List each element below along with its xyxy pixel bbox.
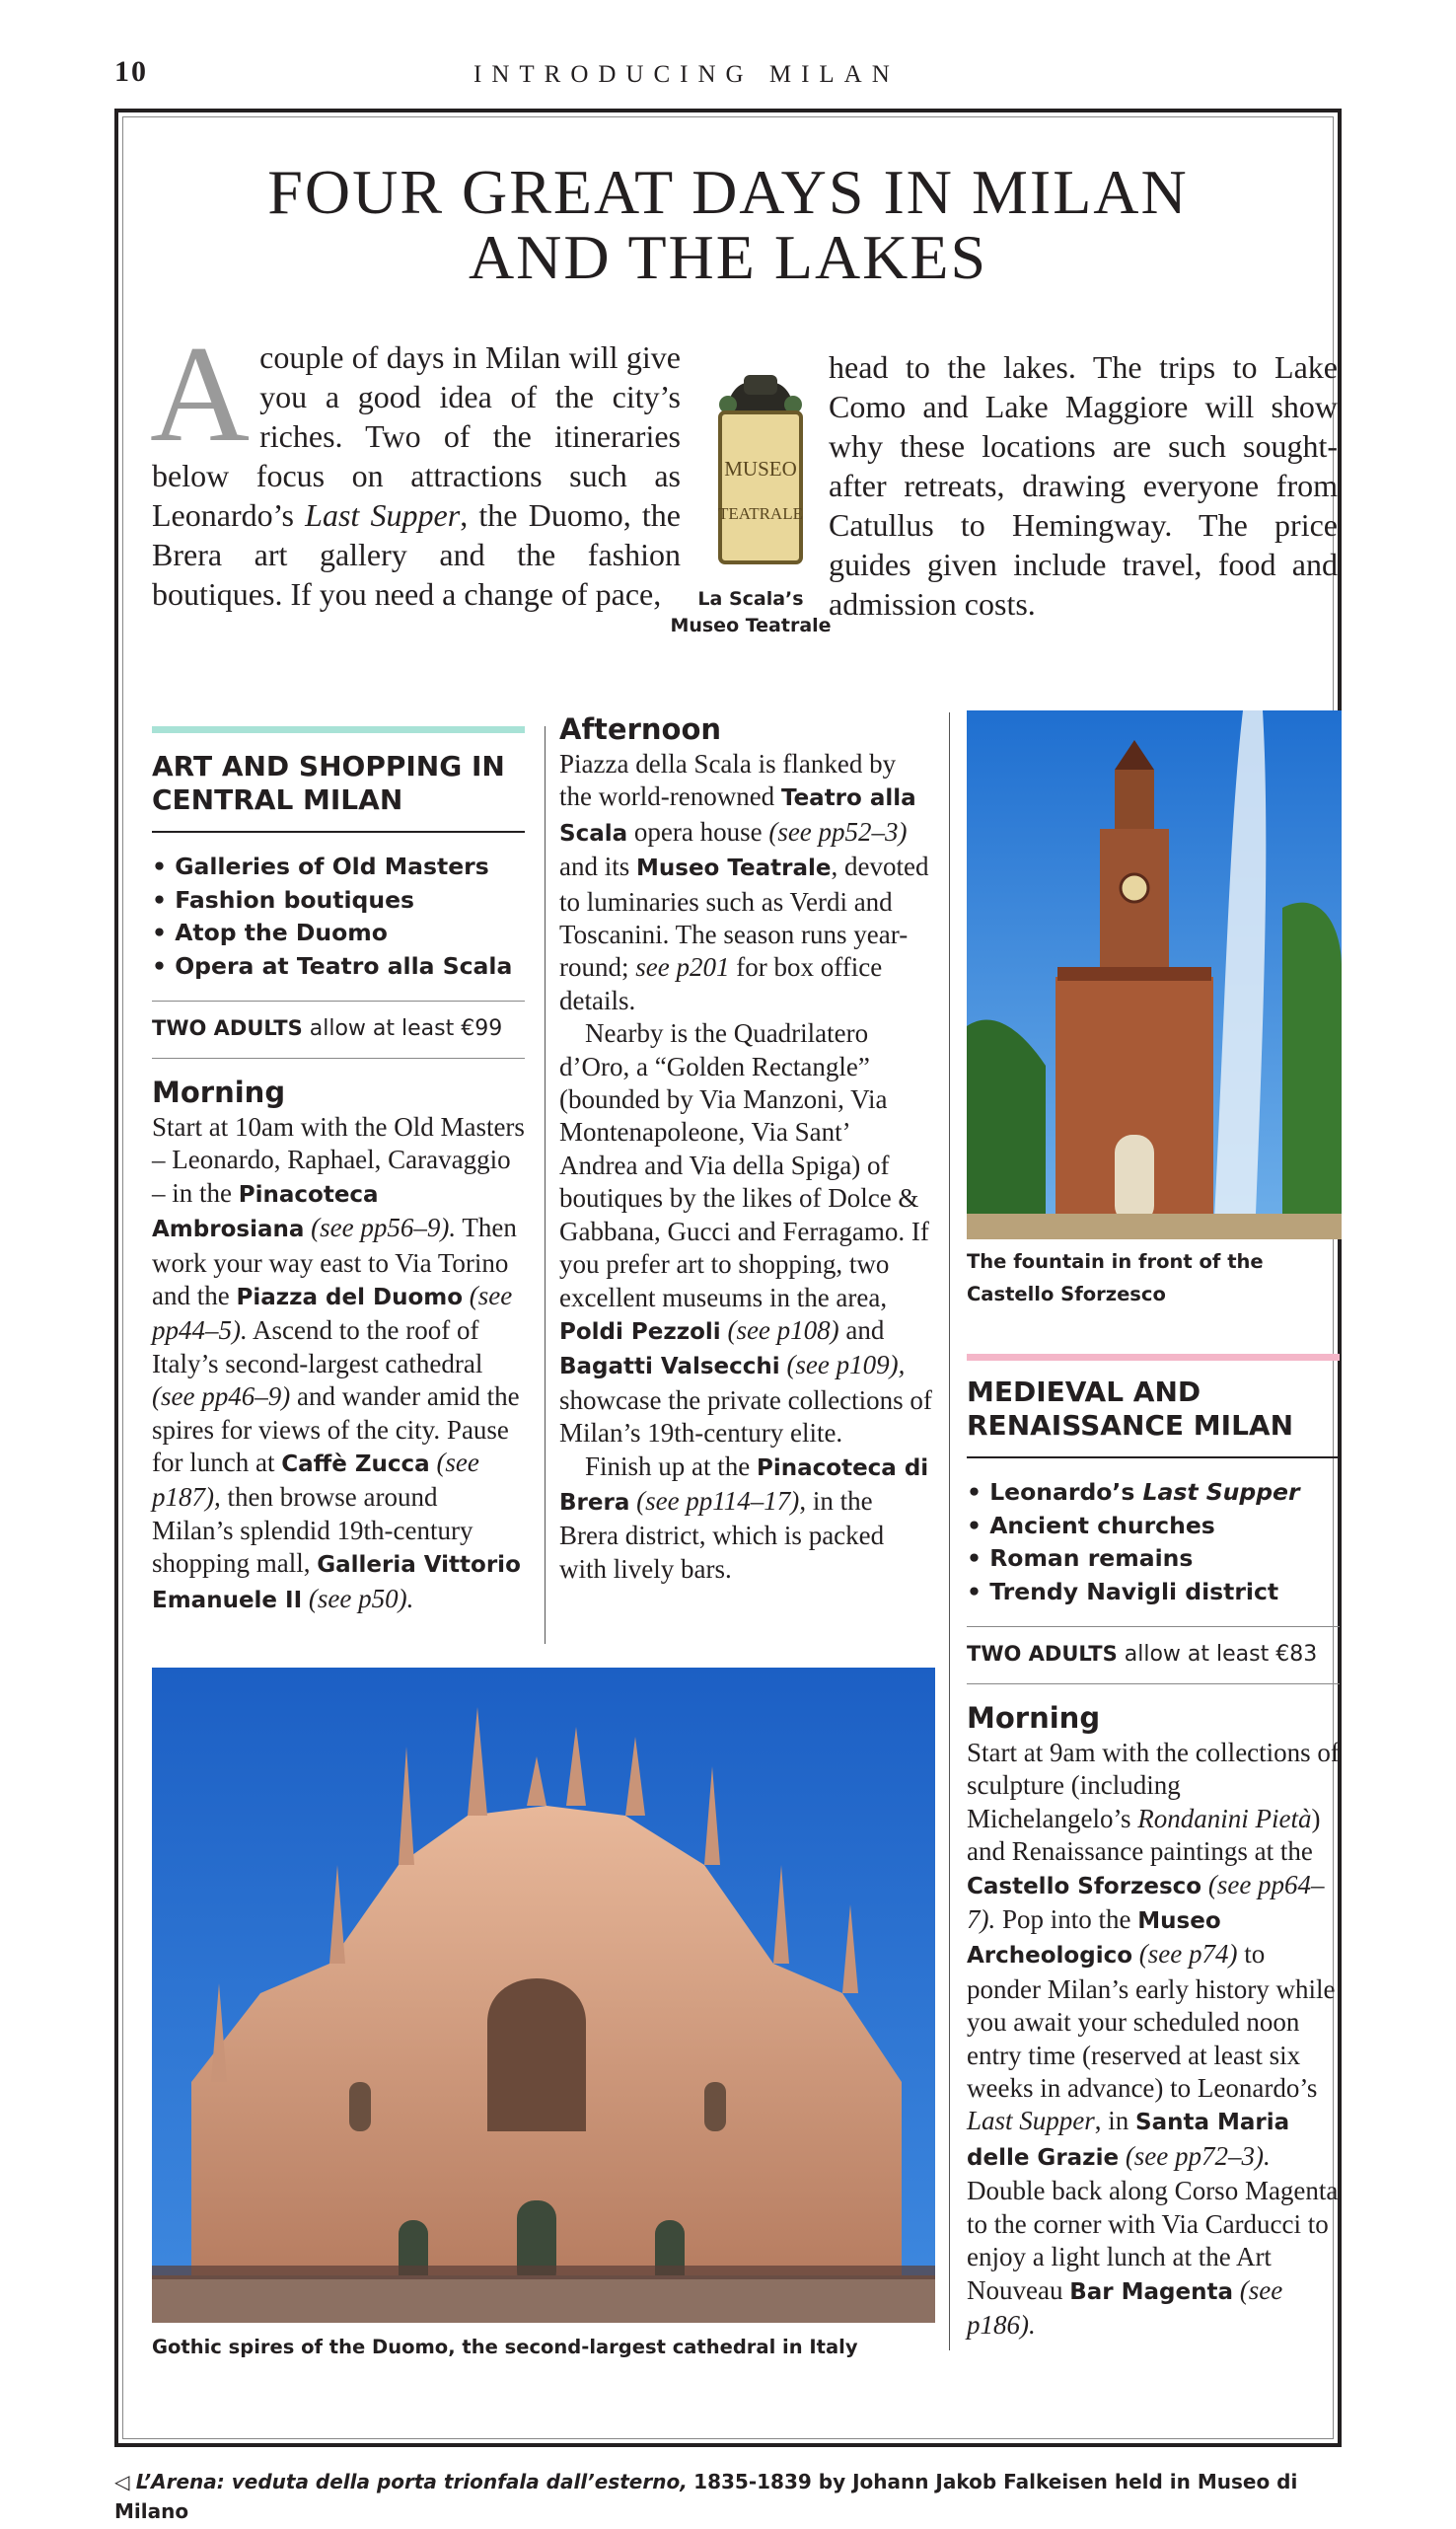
column-divider [545, 726, 546, 1644]
castle-caption-line-1: The fountain in front of the [967, 1250, 1264, 1273]
itinerary-1-cost [152, 1016, 527, 1041]
duomo-photo [152, 1668, 935, 2323]
sign-line-1: MUSEO [724, 457, 797, 481]
list-item: • Ancient churches [967, 1510, 1342, 1543]
accent-bar-pink [967, 1354, 1340, 1361]
footer-credit [114, 2467, 1342, 2526]
itinerary-1-morning-heading: Morning [152, 1076, 286, 1109]
museo-teatrale-sign-image [706, 365, 815, 574]
divider [967, 1683, 1340, 1684]
itinerary-2-morning-text: Start at 9am with the collections of sculpture (including Michelangelo’s Rondanini Pietà) and Renaissance paintings at the Castello Sforzesco (see pp64–7). Pop into the Museo Archeologico (see p74) to ponder Milan’s early history while you await your scheduled noon entry time (reserved at least six weeks in advance) to Leonardo’s Last Supper, in Santa Maria delle Grazie (see pp72–3). Double back along Corso Magenta to the corner with Via Carducci to enjoy a light lunch at the Art Nouveau Bar Magenta (see p186). [967, 1738, 1340, 2340]
list-item: • Fashion boutiques [152, 884, 527, 918]
list-item: • Galleries of Old Masters [152, 851, 527, 884]
cost-label: TWO ADULTS [967, 1642, 1118, 1666]
accent-bar-teal [152, 726, 525, 733]
list-item: • Trendy Navigli district [967, 1576, 1342, 1609]
intro-left-column [150, 318, 682, 614]
column-divider [949, 712, 950, 2350]
back-arrow-icon[interactable]: ◁ [114, 2470, 130, 2493]
cost-label: TWO ADULTS [152, 1016, 303, 1040]
list-item: • Opera at Teatro alla Scala [152, 950, 527, 984]
intro-right-column [829, 347, 1338, 624]
castle-caption [967, 1245, 1322, 1310]
itinerary-2-cost [967, 1642, 1342, 1667]
castle-caption-line-2: Castello Sforzesco [967, 1283, 1166, 1305]
intro-left-text-2: , the Duomo, the Brera art gallery and the fashion boutiques. If you need a change of pace, [152, 497, 682, 612]
divider [967, 1626, 1340, 1627]
itinerary-2-heading [967, 1376, 1342, 1443]
page-number: 10 [114, 55, 148, 88]
cost-text: allow at least €83 [1124, 1642, 1318, 1667]
page-title [122, 157, 1334, 292]
intro-right-text: head to the lakes. The trips to Lake Como and Lake Maggiore will show why these locations are such sought-after retreats, drawing everyone from Catullus to Hemingway. The price guides given include travel, food and admission costs. [829, 349, 1338, 622]
list-item: • Atop the Duomo [152, 917, 527, 950]
sign-line-2: TEATRALE [718, 504, 803, 523]
title-line-1: FOUR GREAT DAYS IN MILAN [267, 157, 1189, 227]
museo-caption-line-1: La Scala’s [697, 588, 804, 610]
itinerary-1-heading [152, 750, 527, 817]
section-title: INTRODUCING MILAN [473, 61, 900, 88]
divider [967, 1456, 1340, 1458]
itinerary-2-morning-heading: Morning [967, 1701, 1101, 1735]
itinerary-1-heading-line-1: ART AND SHOPPING IN [152, 750, 505, 782]
list-item: • Leonardo’s Last Supper [967, 1476, 1342, 1510]
itinerary-1-highlights [152, 851, 527, 983]
divider [152, 1001, 525, 1002]
itinerary-2-heading-line-1: MEDIEVAL AND [967, 1376, 1201, 1408]
intro-left-text: couple of days in Milan will give you a good idea of the city’s riches. Two of the itineraries below focus on attractions such as Leonardo’s [152, 339, 681, 533]
footer-credit-text: 1835-1839 by Johann Jakob Falkeisen held in Museo di Milano [114, 2470, 1298, 2523]
intro-left-italic: Last Supper [305, 497, 461, 533]
castello-sforzesco-photo [967, 710, 1342, 1239]
divider [152, 1058, 525, 1059]
itinerary-1-afternoon-text: Piazza della Scala is flanked by the world-renowned Teatro alla Scala opera house (see pp52–3) and its Museo Teatrale, devoted to luminaries such as Verdi and Toscanini. The season runs year-round; see p201 for box office details. Nearby is the Quadrilatero d’Oro, a “Golden Rectangle” (bounded by Via Manzoni, Via Montenapoleone, Via Sant’ Andrea and Via della Spiga) of boutiques by the likes of Dolce & Gabbana, Gucci and Ferragamo. If you prefer art to shopping, two excellent museums in the area, Poldi Pezzoli (see p108) and Bagatti Valsecchi (see p109), showcase the private collections of Milan’s 19th-century elite. Finish up at the Pinacoteca di Brera (see pp114–17), in the Brera district, which is packed with lively bars. [559, 749, 932, 1584]
cost-text: allow at least €99 [309, 1016, 503, 1041]
museo-caption [667, 586, 835, 639]
title-line-2: AND THE LAKES [468, 222, 988, 292]
divider [152, 831, 525, 833]
itinerary-1-morning-text: Start at 10am with the Old Masters – Leonardo, Raphael, Caravaggio – in the Pinacoteca Ambrosiana (see pp56–9). Then work your way east to Via Torino and the Piazza del Duomo (see pp44–5). Ascend to the roof of Italy’s second-largest cathedral (see pp46–9) and wander amid the spires for views of the city. Pause for lunch at Caffè Zucca (see p187), then browse around Milan’s splendid 19th-century shopping mall, Galleria Vittorio Emanuele II (see p50). [152, 1112, 525, 1613]
list-item: • Roman remains [967, 1542, 1342, 1576]
itinerary-2-heading-line-2: RENAISSANCE MILAN [967, 1409, 1294, 1442]
museo-caption-line-2: Museo Teatrale [670, 615, 832, 636]
footer-artwork-title: L’Arena: veduta della porta trionfala dall’esterno, [135, 2470, 688, 2493]
itinerary-2-highlights [967, 1476, 1342, 1608]
itinerary-1-heading-line-2: CENTRAL MILAN [152, 783, 403, 816]
duomo-caption: Gothic spires of the Duomo, the second-largest cathedral in Italy [152, 2336, 858, 2358]
drop-cap: A [150, 318, 251, 471]
itinerary-1-afternoon-heading: Afternoon [559, 712, 722, 746]
